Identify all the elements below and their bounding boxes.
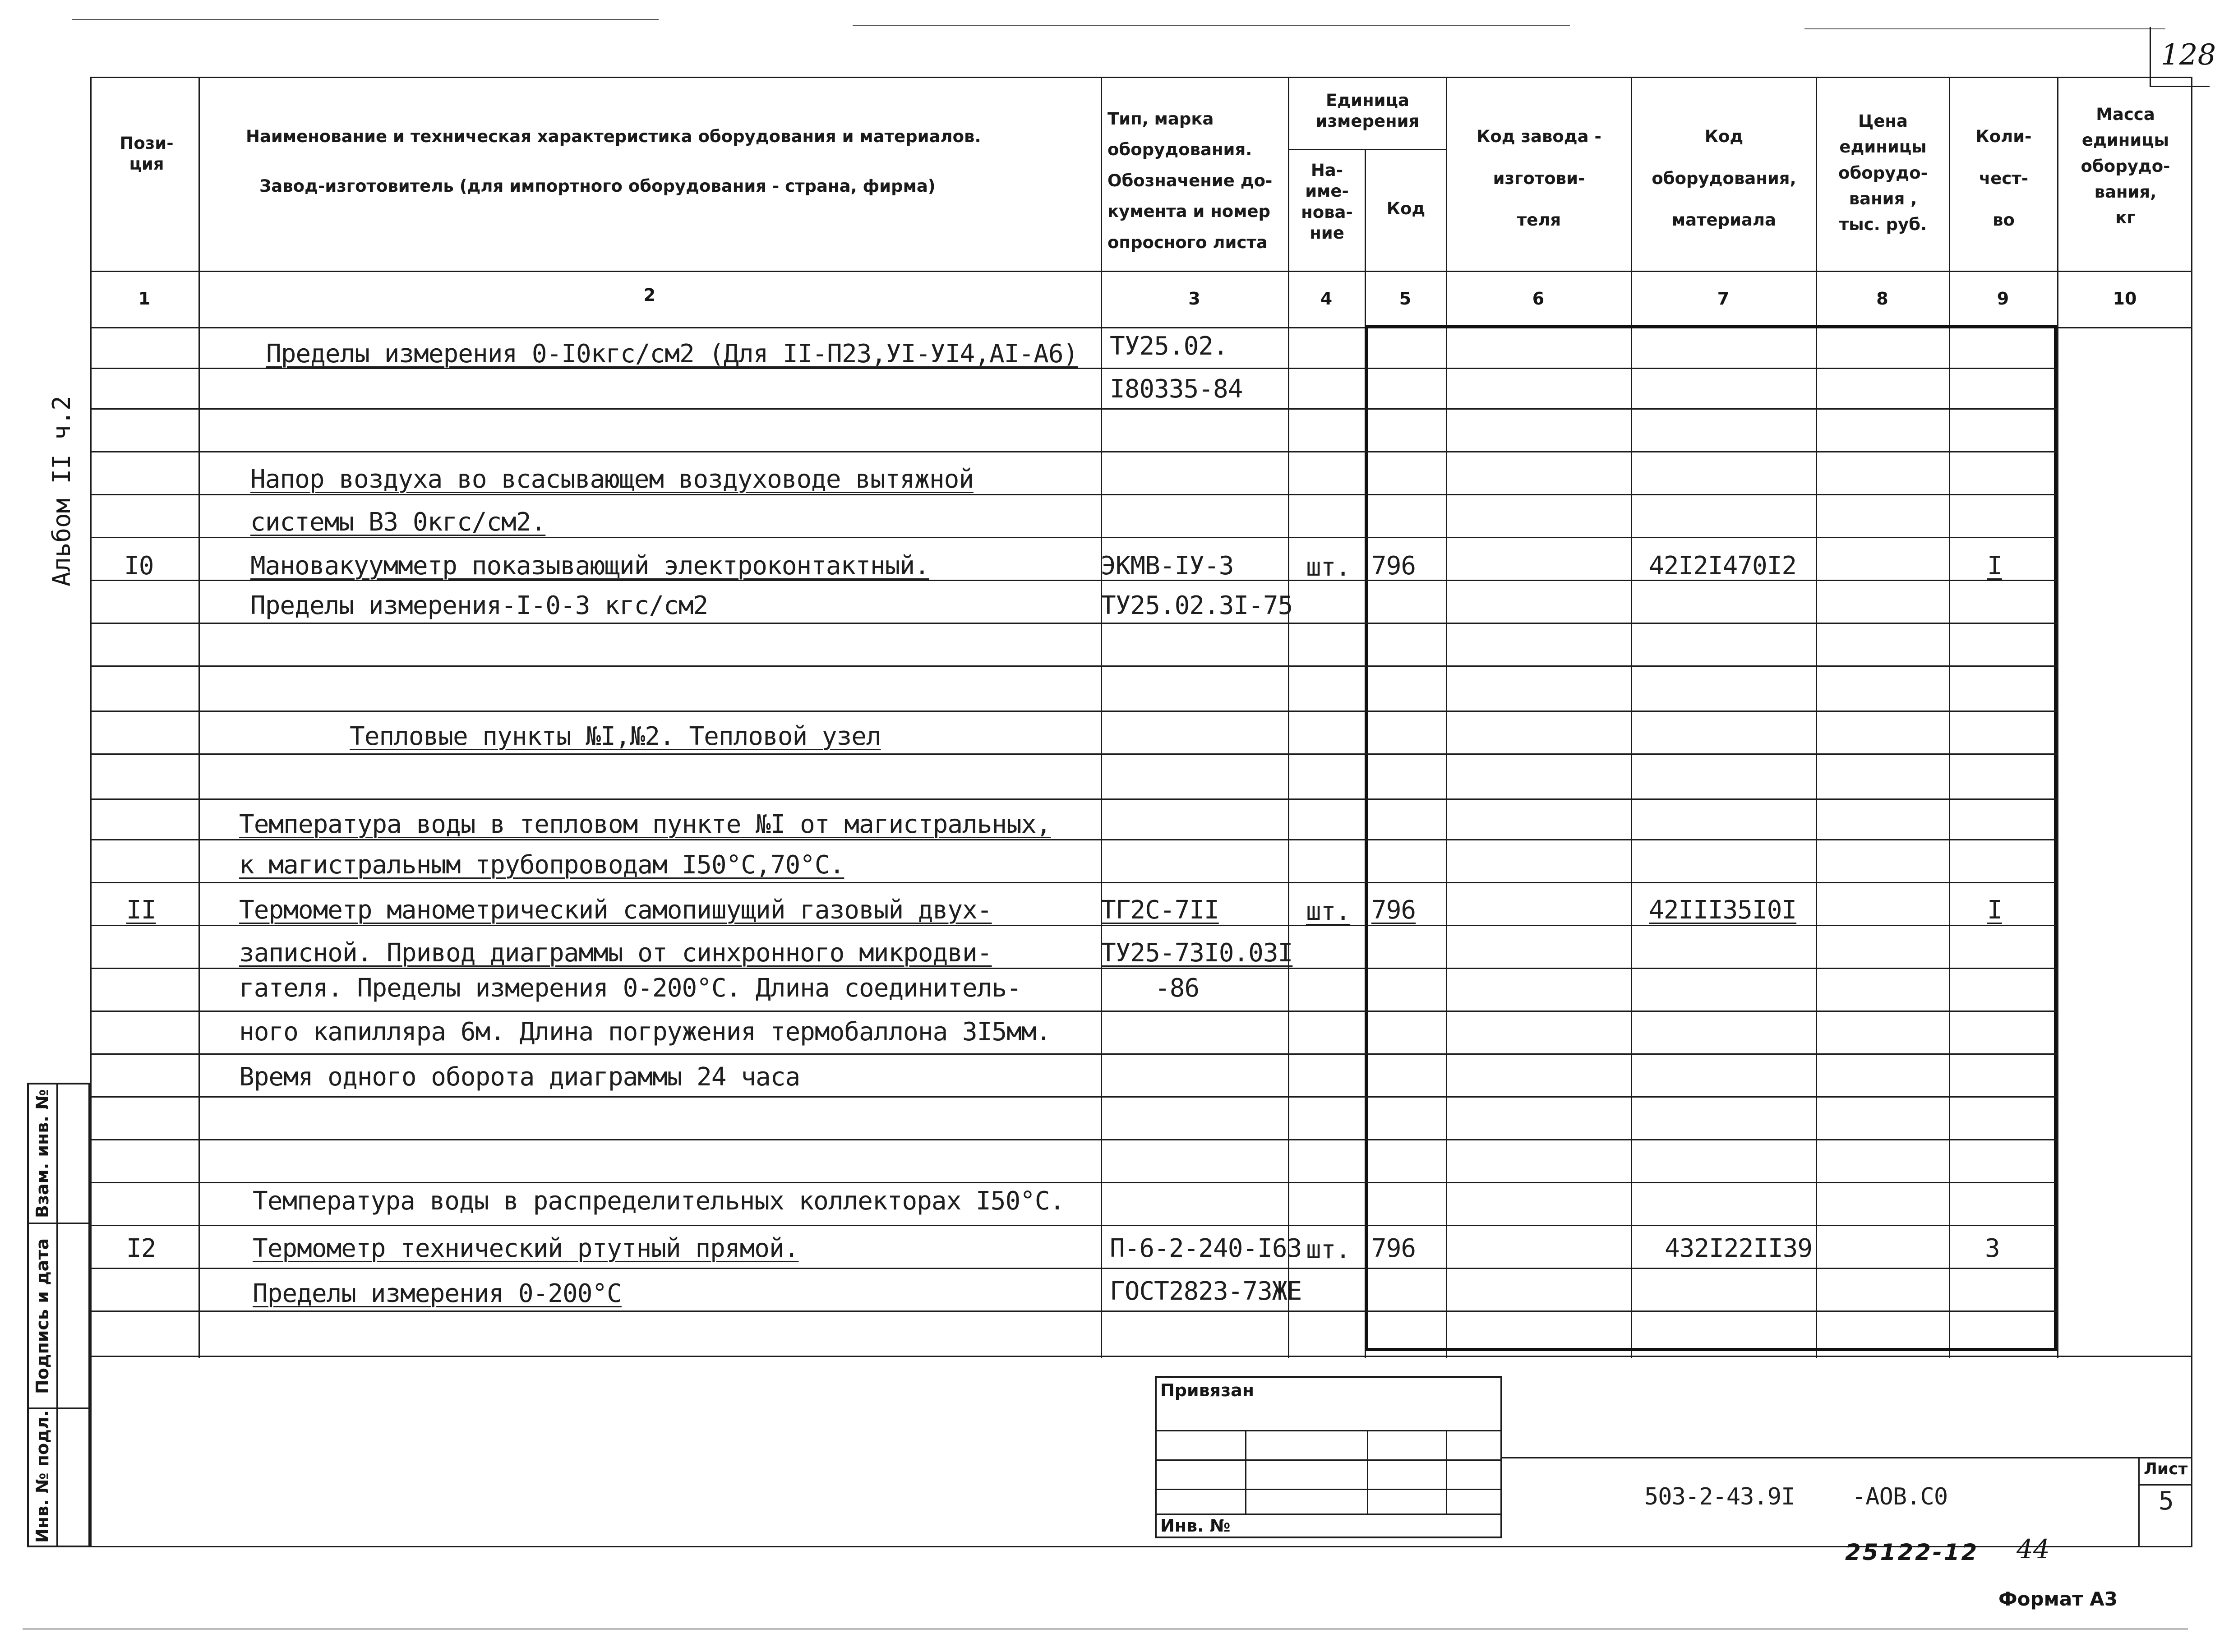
page-number: 128 <box>2161 38 2216 72</box>
row-type: ТУ25.02.3I-75 <box>1101 591 1293 620</box>
row-name: Термометр манометрический самопишущий газовый двух- <box>239 895 992 925</box>
row-name: записной. Привод диаграммы от синхронного микродви- <box>239 938 992 968</box>
format-label: Формат А3 <box>1998 1588 2118 1610</box>
row-quantity: 3 <box>1985 1234 2000 1263</box>
header-unit-code: Код <box>1386 199 1426 218</box>
side-stamp-vzam: Взам. инв. № <box>32 1089 52 1218</box>
column-number-6: 6 <box>1532 289 1545 309</box>
column-number-3: 3 <box>1188 289 1200 309</box>
column-number-7: 7 <box>1717 289 1730 309</box>
side-stamp-podpis: Подпись и дата <box>32 1238 52 1394</box>
row-name: ного капилляра 6м. Длина погружения термобаллона 3I5мм. <box>239 1017 1051 1047</box>
header-position: Пози- ция <box>120 134 174 174</box>
column-number-10: 10 <box>2113 289 2137 309</box>
header-name-line1: Наименование и техническая характеристика оборудования и материалов. <box>246 127 981 146</box>
row-type: ТУ25-73I0.03I <box>1101 938 1293 968</box>
row-type: I80335-84 <box>1110 374 1243 404</box>
row-position: I2 <box>126 1234 156 1263</box>
row-type: ТУ25.02. <box>1110 332 1228 361</box>
column-number-2: 2 <box>643 285 656 305</box>
row-position: II <box>126 895 156 925</box>
handwritten-number: 44 <box>2017 1534 2050 1564</box>
row-name: к магистральным трубопроводам I50°С,70°С. <box>239 850 844 880</box>
row-quantity: I <box>1987 551 2002 581</box>
row-name: Время одного оборота диаграммы 24 часа <box>239 1062 800 1092</box>
row-name: Температура воды в распределительных коллекторах I50°С. <box>253 1186 1065 1216</box>
header-factory-code: Код завода - изготови- теля <box>1477 127 1601 230</box>
row-type: П-6-2-240-I63 <box>1110 1234 1302 1263</box>
column-number-9: 9 <box>1997 289 2009 309</box>
row-quantity: I <box>1987 895 2002 925</box>
header-mass: Масса единицы оборудо- вания, кг <box>2081 105 2170 228</box>
row-name: системы B3 0кгс/см2. <box>250 508 546 537</box>
row-type: -86 <box>1155 974 1200 1003</box>
row-unit: шт. <box>1306 553 1351 582</box>
header-unit-group: Единица измерения <box>1315 91 1420 131</box>
row-equipment-code: 42I2I470I2 <box>1649 551 1797 581</box>
header-type: Тип, марка оборудования. Обозначение до- кумента и номер опросного листа <box>1107 109 1273 252</box>
row-unit: шт. <box>1306 897 1351 926</box>
row-name: Температура воды в тепловом пункте №I от магистральных, <box>239 810 1051 839</box>
sheet-number: 5 <box>2159 1486 2173 1516</box>
row-name: гателя. Пределы измерения 0-200°С. Длина соединитель- <box>239 974 1021 1003</box>
side-stamp-inv-podl: Инв. № подл. <box>32 1410 52 1543</box>
column-number-4: 4 <box>1320 289 1333 309</box>
row-name: Напор воздуха во всасывающем воздуховоде вытяжной <box>250 465 974 494</box>
header-quantity: Коли- чест- во <box>1975 127 2032 230</box>
column-number-8: 8 <box>1876 289 1888 309</box>
header-unit-name: На- име- нова- ние <box>1301 161 1353 243</box>
header-name-line2: Завод-изготовитель (для импортного оборудования - страна, фирма) <box>259 176 936 196</box>
row-name: Пределы измерения-I-0-3 кгс/см2 <box>250 591 708 620</box>
document-suffix: -АОВ.С0 <box>1852 1483 1948 1510</box>
column-number-5: 5 <box>1399 289 1412 309</box>
header-equipment-code: Код оборудования, материала <box>1652 127 1796 230</box>
extra-number: 25122-12 <box>1845 1539 1979 1565</box>
section-heading: Тепловые пункты №I,№2. Тепловой узел <box>350 722 881 751</box>
bold-body-frame <box>1365 325 2057 1351</box>
header-price: Цена единицы оборудо- вания , тыс. руб. <box>1838 111 1928 235</box>
row-type: ГОСТ2823-73ЖЕ <box>1110 1277 1302 1306</box>
row-name: Термометр технический ртутный прямой. <box>253 1234 799 1263</box>
row-position: I0 <box>124 551 154 581</box>
row-name: Пределы измерения 0-200°С <box>253 1279 622 1308</box>
privyazan-label: Привязан <box>1160 1380 1255 1400</box>
row-unit-code: 796 <box>1371 551 1416 581</box>
row-equipment-code: 42III35I0I <box>1649 895 1797 925</box>
sheet-label: Лист <box>2144 1460 2188 1478</box>
inv-no-label: Инв. № <box>1160 1516 1231 1536</box>
row-name: Пределы измерения 0-I0кгс/см2 (Для II-П23,УI-УI4,AI-A6) <box>266 339 1078 369</box>
row-equipment-code: 432I22II39 <box>1665 1234 1813 1263</box>
album-label: Альбом II ч.2 <box>47 396 76 586</box>
row-type: ТГ2С-7II <box>1101 895 1219 925</box>
row-unit-code: 796 <box>1371 895 1416 925</box>
document-code: 503-2-43.9I <box>1644 1483 1795 1510</box>
row-name: Мановакуумметр показывающий электроконтактный. <box>250 551 929 581</box>
row-unit-code: 796 <box>1371 1234 1416 1263</box>
column-number-1: 1 <box>138 289 151 309</box>
row-type: ЭКМВ-IУ-3 <box>1101 551 1234 581</box>
row-unit: шт. <box>1306 1235 1351 1264</box>
